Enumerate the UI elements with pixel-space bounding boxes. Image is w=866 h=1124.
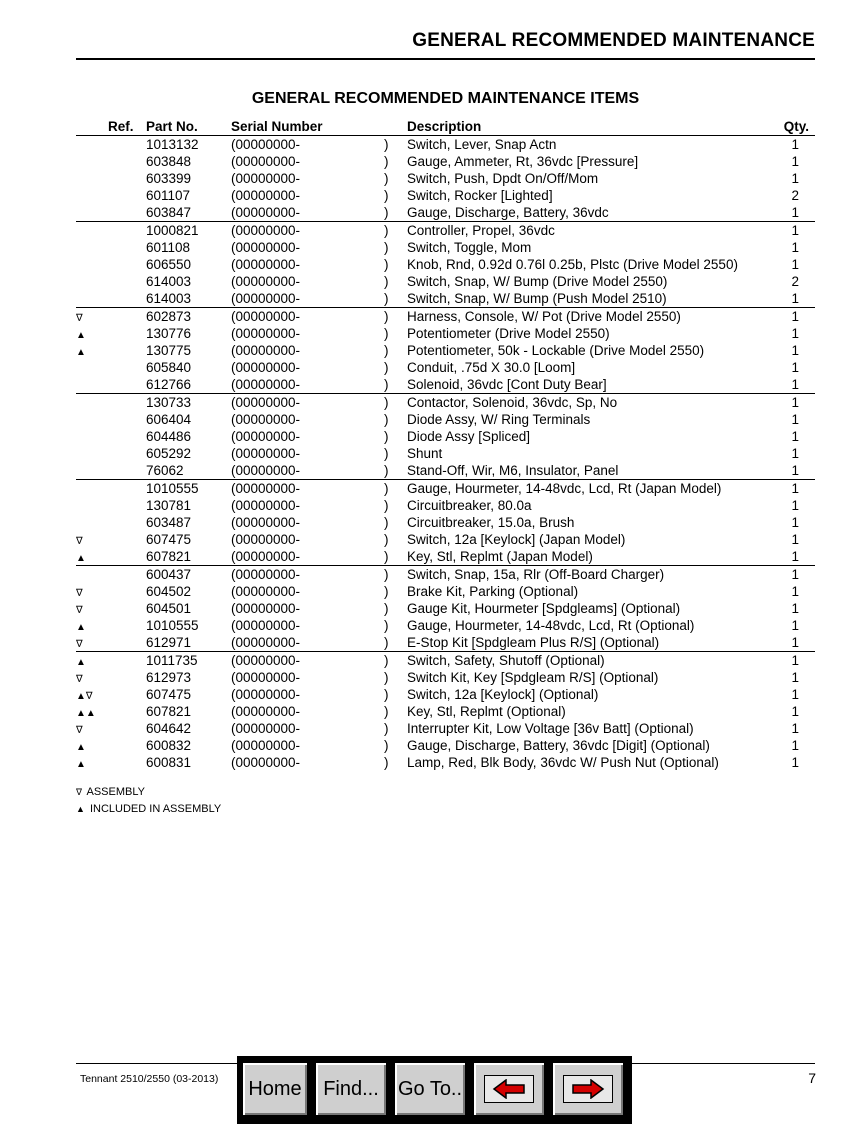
ref-symbol: ∇: [76, 313, 83, 324]
serial-number: (00000000-: [231, 653, 301, 668]
table-row: [76, 583, 815, 600]
part-number: 76062: [146, 463, 184, 478]
ref-symbol: [76, 239, 136, 256]
table-row: [76, 497, 815, 514]
ref-symbol: [76, 514, 136, 531]
serial-close-paren: ): [384, 412, 389, 427]
ref-symbol: [76, 136, 136, 153]
table-row: [76, 359, 815, 376]
serial-close-paren: ): [384, 498, 389, 513]
description: Switch, Toggle, Mom: [407, 240, 532, 255]
quantity: 1: [791, 618, 799, 633]
ref-symbol: ∇: [76, 639, 83, 650]
serial-close-paren: ): [384, 137, 389, 152]
col-header-description: Description: [407, 119, 482, 134]
table-row: [76, 136, 815, 153]
part-number: 614003: [146, 274, 192, 289]
part-number: 606550: [146, 257, 192, 272]
legend: [76, 784, 221, 818]
ref-symbol: ∇: [76, 536, 83, 547]
serial-close-paren: ): [384, 240, 389, 255]
col-header-qty: Qty.: [783, 119, 809, 134]
description: Circuitbreaker, 15.0a, Brush: [407, 515, 575, 530]
serial-number: (00000000-: [231, 171, 301, 186]
serial-number: (00000000-: [231, 309, 301, 324]
ref-symbol: ∇: [76, 674, 83, 685]
table-row: [76, 566, 815, 583]
quantity: 1: [791, 446, 799, 461]
table-row: [76, 462, 815, 480]
quantity: 1: [791, 171, 799, 186]
serial-close-paren: ): [384, 291, 389, 306]
part-number: 604501: [146, 601, 192, 616]
table-row: [76, 531, 815, 548]
legend-text: INCLUDED IN ASSEMBLY: [89, 803, 222, 815]
part-number: 612973: [146, 670, 192, 685]
part-number: 606404: [146, 412, 192, 427]
description: Gauge, Discharge, Battery, 36vdc [Digit] (Optional): [407, 738, 710, 753]
goto-button[interactable]: Go To..: [392, 1060, 468, 1118]
part-number: 612766: [146, 377, 192, 392]
table-row: [76, 256, 815, 273]
description: Diode Assy, W/ Ring Terminals: [407, 412, 591, 427]
serial-number: (00000000-: [231, 205, 301, 220]
legend-item: [76, 801, 221, 818]
table-row: [76, 239, 815, 256]
serial-number: (00000000-: [231, 670, 301, 685]
right-arrow-icon: [563, 1075, 613, 1103]
part-number: 603399: [146, 171, 192, 186]
description: Contactor, Solenoid, 36vdc, Sp, No: [407, 395, 618, 410]
table-row: [76, 394, 815, 411]
table-row: [76, 187, 815, 204]
quantity: 1: [791, 205, 799, 220]
serial-close-paren: ): [384, 446, 389, 461]
ref-symbol: [76, 256, 136, 273]
ref-symbol: ▲: [76, 347, 86, 358]
description: Potentiometer (Drive Model 2550): [407, 326, 610, 341]
table-row: [76, 600, 815, 617]
description: Switch, Rocker [Lighted]: [407, 188, 553, 203]
serial-close-paren: ): [384, 532, 389, 547]
table-row: [76, 720, 815, 737]
serial-close-paren: ): [384, 549, 389, 564]
quantity: 1: [791, 257, 799, 272]
quantity: 1: [791, 721, 799, 736]
description: Conduit, .75d X 30.0 [Loom]: [407, 360, 576, 375]
serial-close-paren: ): [384, 567, 389, 582]
serial-close-paren: ): [384, 584, 389, 599]
part-number: 607475: [146, 532, 192, 547]
part-number: 604642: [146, 721, 192, 736]
ref-symbol: [76, 170, 136, 187]
serial-number: (00000000-: [231, 291, 301, 306]
part-number: 600832: [146, 738, 192, 753]
part-number: 1011735: [146, 653, 198, 668]
serial-number: (00000000-: [231, 343, 301, 358]
part-number: 603847: [146, 205, 192, 220]
table-row: [76, 342, 815, 359]
table-row: [76, 634, 815, 652]
part-number: 130781: [146, 498, 192, 513]
ref-symbol: [76, 290, 136, 307]
serial-close-paren: ): [384, 205, 389, 220]
part-number: 607821: [146, 549, 192, 564]
ref-symbol: ▲: [76, 622, 86, 633]
quantity: 1: [791, 137, 799, 152]
part-number: 614003: [146, 291, 192, 306]
table-row: [76, 548, 815, 566]
serial-number: (00000000-: [231, 549, 301, 564]
serial-number: (00000000-: [231, 446, 301, 461]
description: Harness, Console, W/ Pot (Drive Model 2550): [407, 309, 681, 324]
table-row: [76, 153, 815, 170]
serial-number: (00000000-: [231, 755, 301, 770]
serial-close-paren: ): [384, 309, 389, 324]
description: Switch, Snap, W/ Bump (Drive Model 2550): [407, 274, 668, 289]
serial-close-paren: ): [384, 687, 389, 702]
quantity: 1: [791, 498, 799, 513]
included-symbol-icon: ▲: [76, 804, 85, 814]
part-number: 130775: [146, 343, 192, 358]
description: Switch, Snap, W/ Bump (Push Model 2510): [407, 291, 667, 306]
serial-close-paren: ): [384, 481, 389, 496]
quantity: 1: [791, 704, 799, 719]
description: Gauge, Ammeter, Rt, 36vdc [Pressure]: [407, 154, 639, 169]
table-header: [76, 118, 815, 136]
quantity: 1: [791, 567, 799, 582]
serial-number: (00000000-: [231, 498, 301, 513]
part-number: 612971: [146, 635, 192, 650]
footer-document-id: Tennant 2510/2550 (03-2013): [80, 1073, 219, 1085]
part-number: 607475: [146, 687, 192, 702]
ref-symbol: [76, 204, 136, 221]
quantity: 1: [791, 429, 799, 444]
serial-number: (00000000-: [231, 188, 301, 203]
serial-number: (00000000-: [231, 274, 301, 289]
serial-close-paren: ): [384, 738, 389, 753]
quantity: 1: [791, 463, 799, 478]
ref-symbol: [76, 394, 136, 411]
description: Diode Assy [Spliced]: [407, 429, 531, 444]
ref-symbol: ∇: [76, 605, 83, 616]
serial-number: (00000000-: [231, 154, 301, 169]
serial-number: (00000000-: [231, 377, 301, 392]
quantity: 1: [791, 395, 799, 410]
quantity: 2: [791, 274, 799, 289]
part-number: 601108: [146, 240, 191, 255]
serial-close-paren: ): [384, 755, 389, 770]
previous-page-button[interactable]: [471, 1060, 547, 1118]
table-row: [76, 686, 815, 703]
serial-close-paren: ): [384, 154, 389, 169]
serial-number: (00000000-: [231, 532, 301, 547]
part-number: 130776: [146, 326, 192, 341]
part-number: 1010555: [146, 481, 199, 496]
description: Solenoid, 36vdc [Cont Duty Bear]: [407, 377, 607, 392]
description: Switch, Push, Dpdt On/Off/Mom: [407, 171, 599, 186]
description: E-Stop Kit [Spdgleam Plus R/S] (Optional): [407, 635, 660, 650]
ref-symbol: [76, 462, 136, 479]
quantity: 1: [791, 481, 799, 496]
ref-symbol: [76, 153, 136, 170]
quantity: 1: [791, 343, 799, 358]
part-number: 604502: [146, 584, 192, 599]
description: Stand-Off, Wir, M6, Insulator, Panel: [407, 463, 619, 478]
description: Potentiometer, 50k - Lockable (Drive Model 2550): [407, 343, 705, 358]
description: Knob, Rnd, 0.92d 0.76l 0.25b, Plstc (Drive Model 2550): [407, 257, 738, 272]
description: Interrupter Kit, Low Voltage [36v Batt] (Optional): [407, 721, 694, 736]
ref-symbol: [76, 497, 136, 514]
page-header-title: GENERAL RECOMMENDED MAINTENANCE: [412, 30, 815, 51]
serial-number: (00000000-: [231, 584, 301, 599]
serial-number: (00000000-: [231, 326, 301, 341]
description: Controller, Propel, 36vdc: [407, 223, 555, 238]
ref-symbol: [76, 445, 136, 462]
ref-symbol: ▲: [76, 330, 86, 341]
part-number: 600831: [146, 755, 192, 770]
quantity: 1: [791, 584, 799, 599]
quantity: 1: [791, 360, 799, 375]
table-row: [76, 669, 815, 686]
serial-number: (00000000-: [231, 395, 301, 410]
table-row: [76, 170, 815, 187]
table-row: [76, 325, 815, 342]
part-number: 604486: [146, 429, 192, 444]
quantity: 1: [791, 738, 799, 753]
table-row: [76, 290, 815, 308]
ref-symbol: [76, 480, 136, 497]
home-button[interactable]: Home: [240, 1060, 310, 1118]
description: Switch, 12a [Keylock] (Optional): [407, 687, 599, 702]
description: Lamp, Red, Blk Body, 36vdc W/ Push Nut (Optional): [407, 755, 719, 770]
quantity: 1: [791, 601, 799, 616]
serial-number: (00000000-: [231, 429, 301, 444]
ref-symbol: ∇: [76, 588, 83, 599]
description: Gauge Kit, Hourmeter [Spdgleams] (Optional): [407, 601, 681, 616]
quantity: 1: [791, 653, 799, 668]
table-row: [76, 428, 815, 445]
description: Circuitbreaker, 80.0a: [407, 498, 532, 513]
quantity: 1: [791, 755, 799, 770]
assembly-symbol-icon: ∇: [76, 787, 83, 797]
table-row: [76, 376, 815, 394]
table-row: [76, 445, 815, 462]
table-body: [76, 136, 815, 771]
legend-item: [76, 784, 221, 801]
ref-symbol: [76, 428, 136, 445]
description: Gauge, Discharge, Battery, 36vdc: [407, 205, 609, 220]
part-number: 600437: [146, 567, 192, 582]
part-number: 130733: [146, 395, 192, 410]
serial-close-paren: ): [384, 343, 389, 358]
navigation-bar: [237, 1056, 632, 1124]
table-row: [76, 204, 815, 222]
table-row: [76, 273, 815, 290]
description: Gauge, Hourmeter, 14-48vdc, Lcd, Rt (Optional): [407, 618, 695, 633]
serial-number: (00000000-: [231, 704, 301, 719]
table-row: [76, 617, 815, 634]
serial-close-paren: ): [384, 704, 389, 719]
ref-symbol: ▲: [76, 553, 86, 564]
serial-close-paren: ): [384, 377, 389, 392]
description: Switch Kit, Key [Spdgleam R/S] (Optional): [407, 670, 659, 685]
description: Switch, 12a [Keylock] (Japan Model): [407, 532, 626, 547]
table-row: [76, 514, 815, 531]
next-page-button[interactable]: [550, 1060, 626, 1118]
serial-number: (00000000-: [231, 412, 301, 427]
header-rule: [76, 58, 815, 60]
part-number: 605840: [146, 360, 192, 375]
description: Key, Stl, Replmt (Japan Model): [407, 549, 593, 564]
part-number: 1000821: [146, 223, 199, 238]
ref-symbol: ∇: [76, 725, 83, 736]
part-number: 605292: [146, 446, 192, 461]
serial-number: (00000000-: [231, 257, 301, 272]
part-number: 603487: [146, 515, 192, 530]
quantity: 1: [791, 154, 799, 169]
part-number: 601107: [146, 188, 191, 203]
part-number: 602873: [146, 309, 192, 324]
col-header-serial: Serial Number: [231, 119, 323, 134]
ref-symbol: ▲: [76, 742, 86, 753]
left-arrow-icon: [484, 1075, 534, 1103]
ref-symbol: [76, 273, 136, 290]
serial-close-paren: ): [384, 653, 389, 668]
serial-number: (00000000-: [231, 567, 301, 582]
quantity: 1: [791, 549, 799, 564]
serial-close-paren: ): [384, 223, 389, 238]
serial-number: (00000000-: [231, 635, 301, 650]
quantity: 1: [791, 412, 799, 427]
ref-symbol: [76, 222, 136, 239]
quantity: 1: [791, 670, 799, 685]
table-row: [76, 652, 815, 669]
ref-symbol: ▲∇: [76, 691, 93, 702]
table-row: [76, 222, 815, 239]
quantity: 1: [791, 377, 799, 392]
ref-symbol: ▲▲: [76, 708, 96, 719]
serial-number: (00000000-: [231, 360, 301, 375]
table-row: [76, 480, 815, 497]
serial-number: (00000000-: [231, 601, 301, 616]
serial-number: (00000000-: [231, 515, 301, 530]
find-button[interactable]: Find...: [313, 1060, 389, 1118]
table-row: [76, 308, 815, 325]
serial-close-paren: ): [384, 463, 389, 478]
serial-close-paren: ): [384, 670, 389, 685]
description: Brake Kit, Parking (Optional): [407, 584, 579, 599]
quantity: 1: [791, 240, 799, 255]
table-row: [76, 737, 815, 754]
part-number: 1010555: [146, 618, 199, 633]
col-header-part: Part No.: [146, 119, 198, 134]
part-number: 607821: [146, 704, 192, 719]
table-row: [76, 754, 815, 771]
serial-close-paren: ): [384, 429, 389, 444]
quantity: 1: [791, 635, 799, 650]
serial-number: (00000000-: [231, 223, 301, 238]
description: Switch, Safety, Shutoff (Optional): [407, 653, 605, 668]
quantity: 2: [791, 188, 799, 203]
serial-number: (00000000-: [231, 738, 301, 753]
section-title: GENERAL RECOMMENDED MAINTENANCE ITEMS: [251, 90, 640, 107]
serial-close-paren: ): [384, 257, 389, 272]
col-header-ref: Ref.: [108, 119, 134, 134]
serial-close-paren: ): [384, 618, 389, 633]
serial-number: (00000000-: [231, 687, 301, 702]
serial-close-paren: ): [384, 395, 389, 410]
table-row: [76, 411, 815, 428]
serial-number: (00000000-: [231, 618, 301, 633]
ref-symbol: [76, 187, 136, 204]
serial-close-paren: ): [384, 635, 389, 650]
serial-number: (00000000-: [231, 240, 301, 255]
ref-symbol: [76, 376, 136, 393]
ref-symbol: [76, 411, 136, 428]
serial-close-paren: ): [384, 171, 389, 186]
quantity: 1: [791, 309, 799, 324]
description: Gauge, Hourmeter, 14-48vdc, Lcd, Rt (Japan Model): [407, 481, 722, 496]
serial-close-paren: ): [384, 601, 389, 616]
parts-table: [76, 118, 815, 771]
description: Shunt: [407, 446, 443, 461]
serial-number: (00000000-: [231, 481, 301, 496]
description: Key, Stl, Replmt (Optional): [407, 704, 566, 719]
ref-symbol: ▲: [76, 759, 86, 770]
part-number: 603848: [146, 154, 192, 169]
quantity: 1: [791, 532, 799, 547]
part-number: 1013132: [146, 137, 199, 152]
page-number: 7: [808, 1070, 816, 1086]
quantity: 1: [791, 687, 799, 702]
serial-close-paren: ): [384, 360, 389, 375]
ref-symbol: [76, 359, 136, 376]
serial-close-paren: ): [384, 274, 389, 289]
serial-close-paren: ): [384, 188, 389, 203]
serial-close-paren: ): [384, 721, 389, 736]
serial-number: (00000000-: [231, 463, 301, 478]
description: Switch, Snap, 15a, Rlr (Off-Board Charger): [407, 567, 665, 582]
table-row: [76, 703, 815, 720]
legend-text: ASSEMBLY: [86, 786, 145, 798]
description: Switch, Lever, Snap Actn: [407, 137, 557, 152]
quantity: 1: [791, 223, 799, 238]
quantity: 1: [791, 515, 799, 530]
serial-close-paren: ): [384, 515, 389, 530]
ref-symbol: ▲: [76, 657, 86, 668]
ref-symbol: [76, 566, 136, 583]
quantity: 1: [791, 291, 799, 306]
quantity: 1: [791, 326, 799, 341]
serial-number: (00000000-: [231, 721, 301, 736]
serial-number: (00000000-: [231, 137, 301, 152]
serial-close-paren: ): [384, 326, 389, 341]
